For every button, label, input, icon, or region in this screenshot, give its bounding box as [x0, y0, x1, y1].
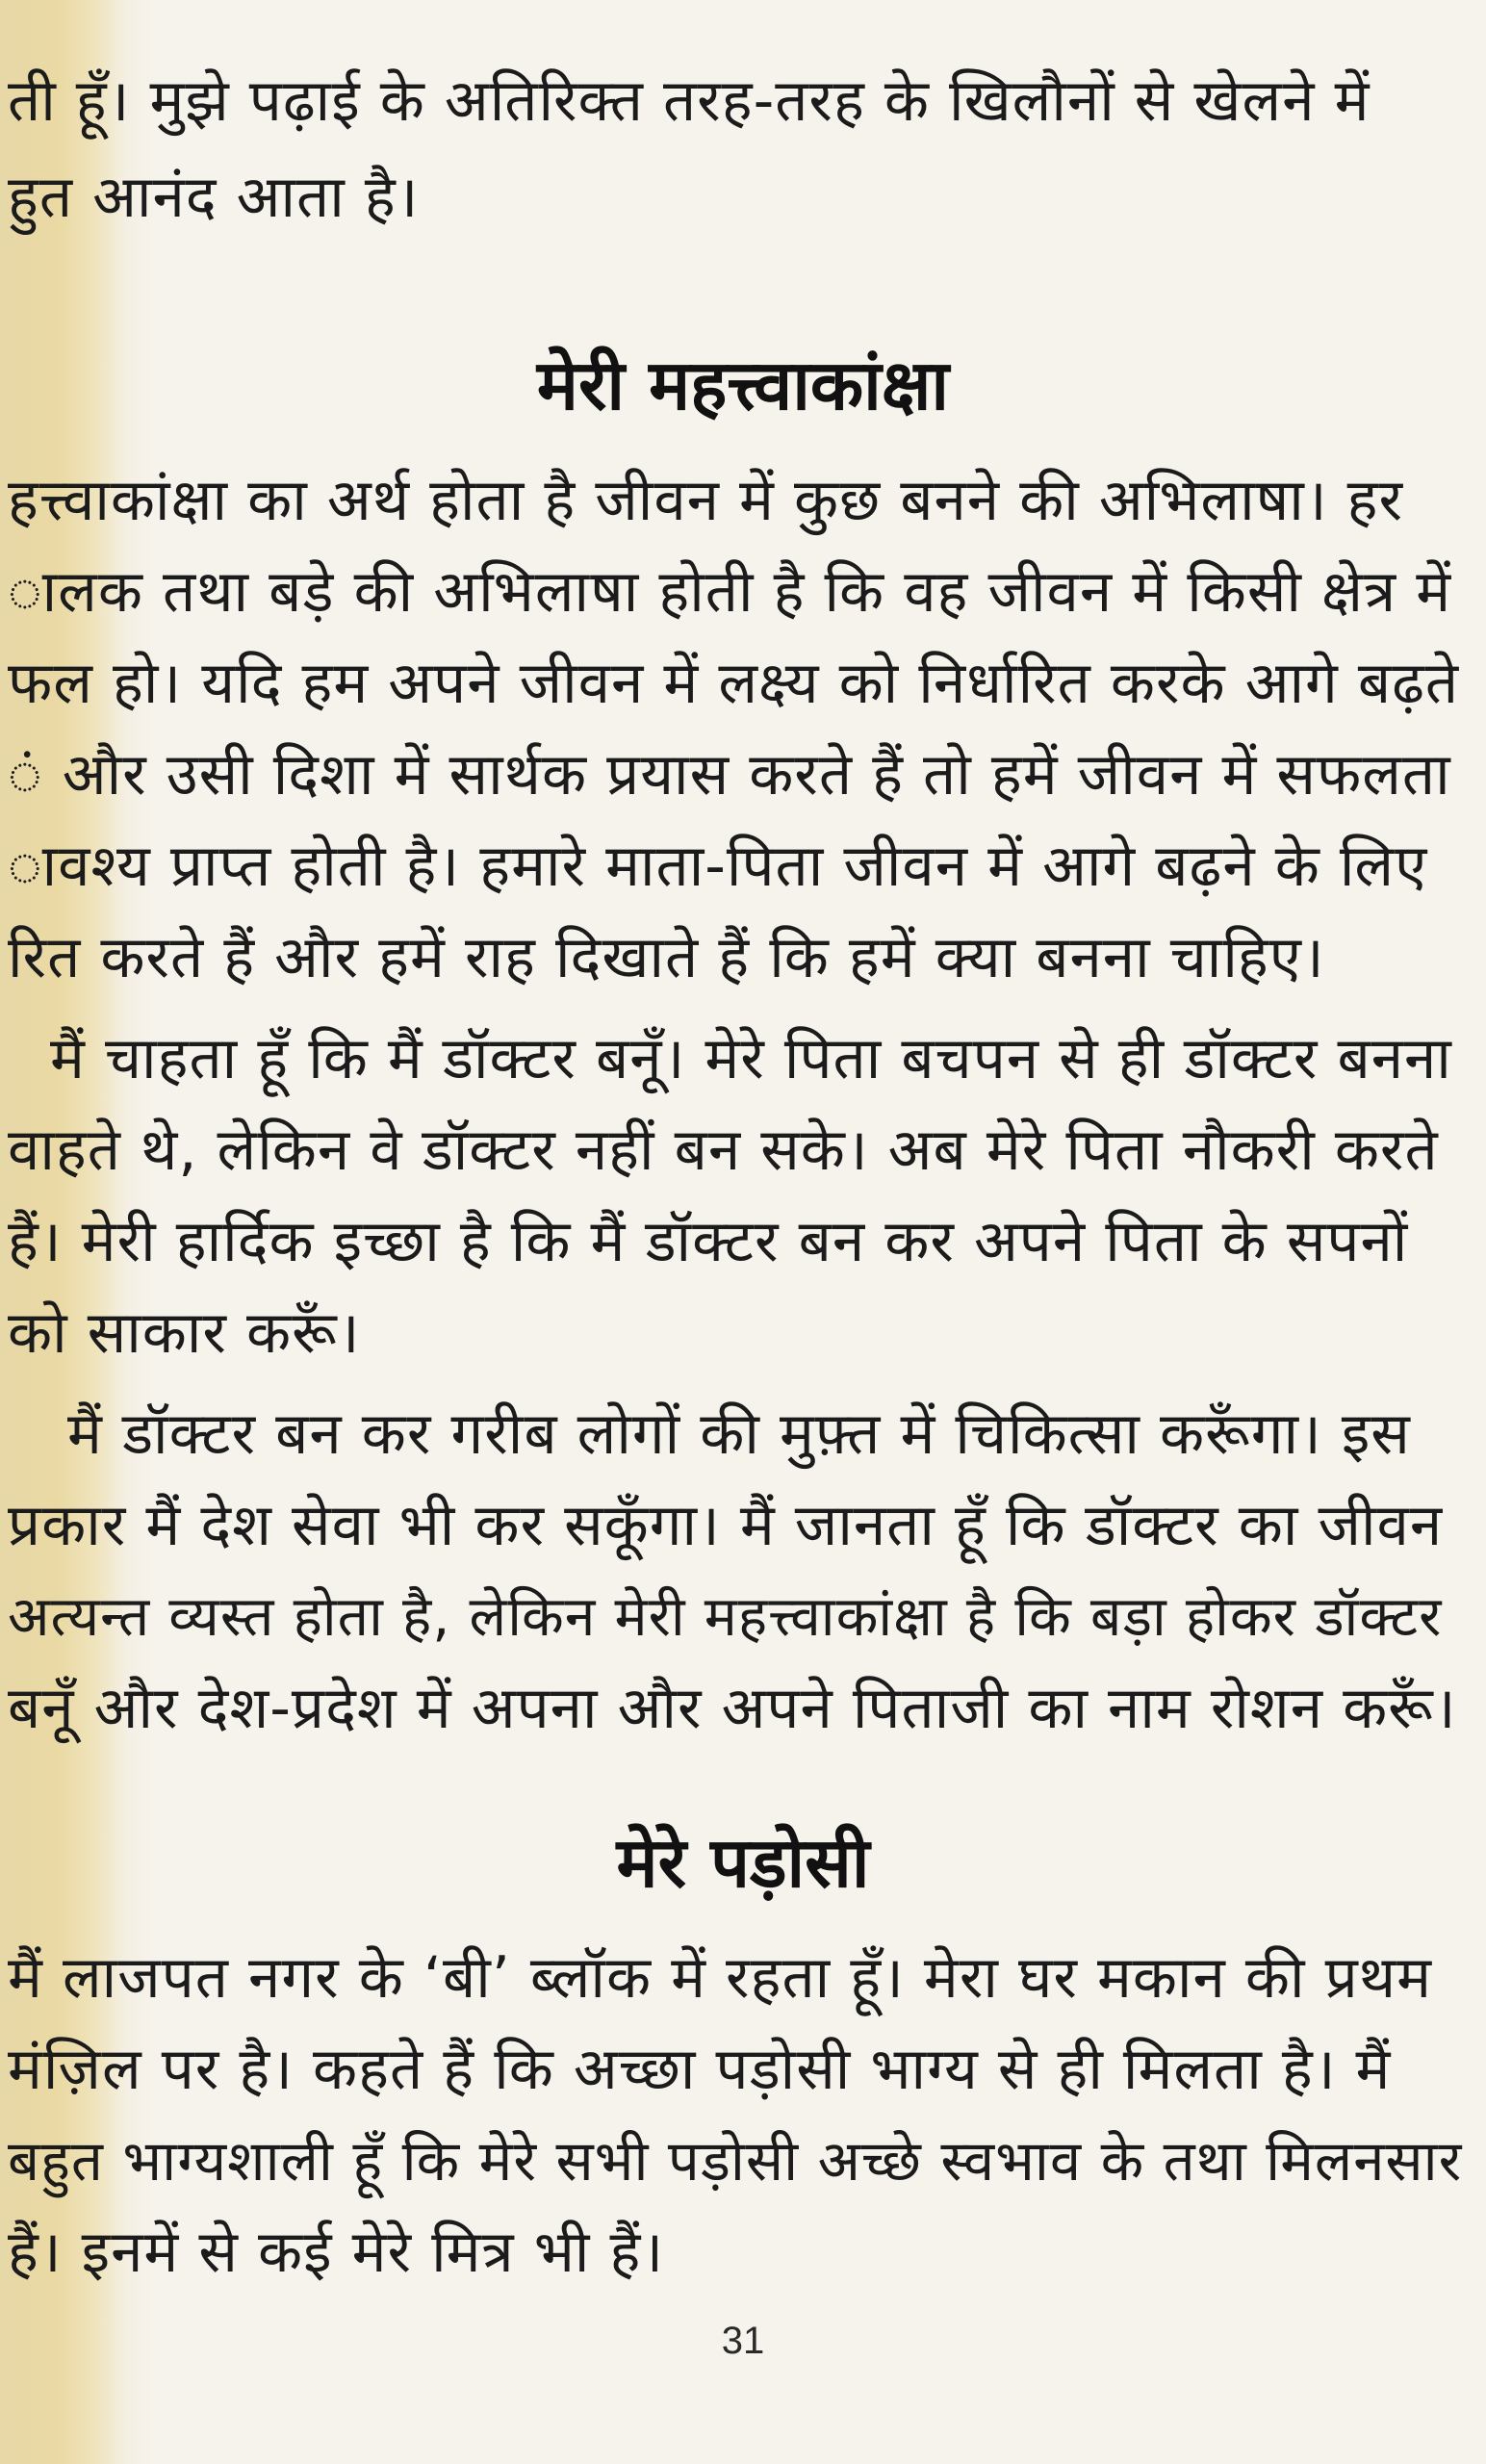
paragraph-line: बनूँ और देश-प्रदेश में अपना और अपने पिताजी का नाम रोशन करूँ।	[8, 1675, 1457, 1742]
paragraph-line: ं और उसी दिशा में सार्थक प्रयास करते हैं तो हमें जीवन में सफलता	[8, 741, 1451, 808]
paragraph-line: को साकार करूँ।	[8, 1299, 361, 1367]
paragraph-line: मैं डॉक्टर बन कर गरीब लोगों की मुफ़्त में चिकित्सा करूँगा। इस	[67, 1400, 1411, 1468]
paragraph-line: हैं। इनमें से कई मेरे मित्र भी हैं।	[8, 2219, 665, 2286]
intro-line-2: हुत आनंद आता है।	[8, 164, 420, 231]
page-number: 31	[721, 2320, 765, 2362]
paragraph-line: बहुत भाग्यशाली हूँ कि मेरे सभी पड़ोसी अच्छे स्वभाव के तथा मिलनसार	[8, 2128, 1463, 2194]
paragraph-line: हत्त्वाकांक्षा का अर्थ होता है जीवन में कुछ बनने की अभिलाषा। हर	[8, 467, 1404, 534]
paragraph-line: मंज़िल पर है। कहते हैं कि अच्छा पड़ोसी भाग्य से ही मिलता है। मैं	[8, 2036, 1392, 2103]
paragraph-line: वाहते थे, लेकिन वे डॉक्टर नहीं बन सके। अब मेरे पिता नौकरी करते	[8, 1116, 1439, 1184]
paragraph-line: अत्यन्त व्यस्त होता है, लेकिन मेरी महत्त्वाकांक्षा है कि बड़ा होकर डॉक्टर	[8, 1585, 1443, 1649]
paragraph-line: मैं लाजपत नगर के ‘बी’ ब्लॉक में रहता हूँ। मेरा घर मकान की प्रथम	[8, 1944, 1432, 2012]
paragraph-line: ालक तथा बड़े की अभिलाषा होती है कि वह जीवन में किसी क्षेत्र में	[8, 558, 1452, 626]
paragraph-line: ावश्य प्राप्त होती है। हमारे माता-पिता जीवन में आगे बढ़ने के लिए	[8, 833, 1428, 900]
intro-line-1: ती हूँ। मुझे पढ़ाई के अतिरिक्त तरह-तरह के खिलौनों से खेलने में	[8, 67, 1371, 135]
paragraph-line: हैं। मेरी हार्दिक इच्छा है कि मैं डॉक्टर बन कर अपने पिता के सपनों	[8, 1208, 1409, 1275]
paragraph-line: रित करते हैं और हमें राह दिखाते हैं कि हमें क्या बनना चाहिए।	[8, 924, 1325, 991]
section-heading-ambition: मेरी महत्त्वाकांक्षा	[536, 345, 950, 425]
paragraph-line: फल हो। यदि हम अपने जीवन में लक्ष्य को निर्धारित करके आगे बढ़ते	[8, 650, 1460, 717]
paragraph-line: प्रकार मैं देश सेवा भी कर सकूँगा। मैं जानता हूँ कि डॉक्टर का जीवन	[8, 1492, 1444, 1559]
paragraph-line: मैं चाहता हूँ कि मैं डॉक्टर बनूँ। मेरे पिता बचपन से ही डॉक्टर बनना	[50, 1025, 1452, 1092]
section-heading-neighbours: मेरे पड़ोसी	[616, 1822, 870, 1903]
